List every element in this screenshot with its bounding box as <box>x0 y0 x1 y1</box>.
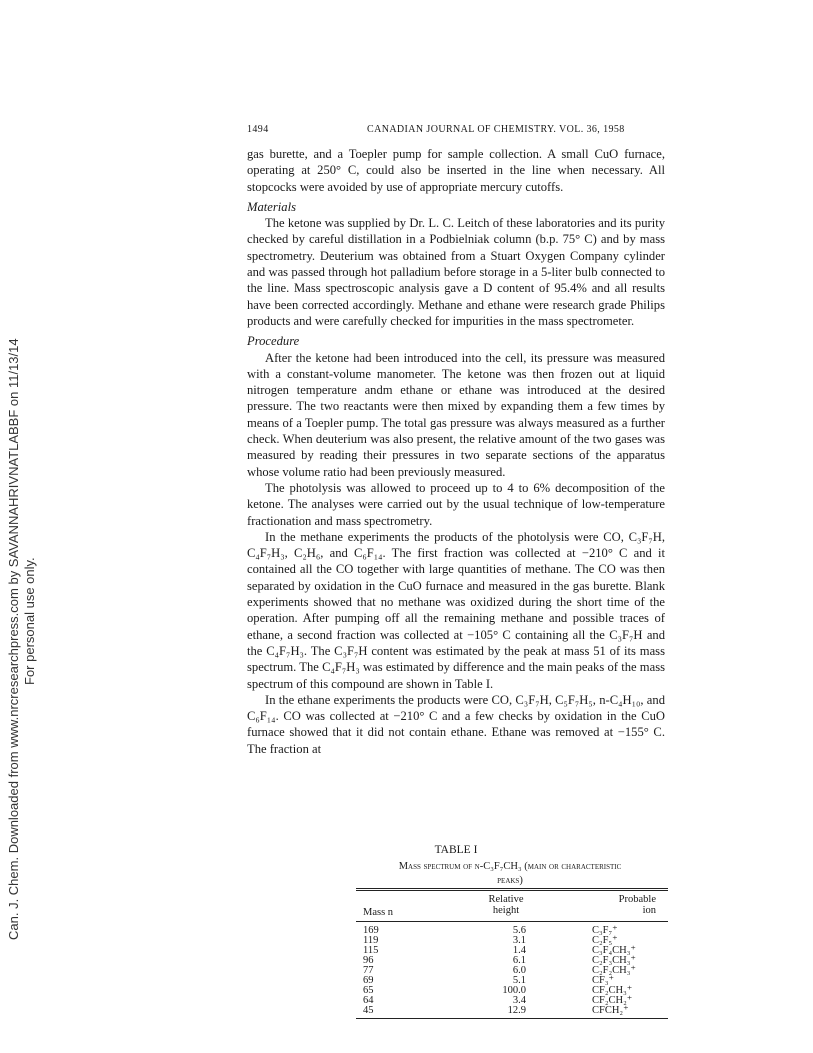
height-cell: 5.1 <box>512 975 526 986</box>
paragraph-procedure-4: In the ethane experiments the products were CO, C₃F₇H, C₅F₇H₅, n-C₄H₁₀, and C₆F₁₄. CO was collected at −210° C and a few checks by oxidation in the CuO furnace showed that it did not contain ethane. Ethane was removed at −155° C. The fraction at <box>247 692 665 756</box>
ion-cell: C₂F₅⁺ <box>592 935 618 946</box>
mass-spectrum-table <box>356 888 668 1019</box>
table-body <box>356 926 668 1016</box>
header-relative: Relative <box>488 894 524 905</box>
paragraph-procedure-1: After the ketone had been introduced into the cell, its pressure was measured with a constant-volume manometer. The ketone was then frozen out at liquid nitrogen temperature andm ethane or ethane was introduced at the desired pressure. The two reactants were then mixed by expanding them a few times by means of a Toepler pump. The total gas pressure was always measured as a further check. When deuterium was also present, the relative amount of the two gases was measured by reading their pressures in two separate sections of the apparatus whose volume ratio had been previously measured. <box>247 350 665 479</box>
page-number: 1494 <box>247 124 269 135</box>
table-title: TABLE I <box>434 844 478 856</box>
header-mass: Mass n <box>363 907 394 918</box>
download-watermark-line1: Can. J. Chem. Downloaded from www.nrcresearchpress.com by SAVANNAHRIVNATLABBF on 11/13/14 <box>6 338 21 940</box>
ion-cell: CF₂CH₃⁺ <box>592 985 633 996</box>
height-cell: 6.1 <box>512 955 526 966</box>
header-height: height <box>492 905 520 916</box>
mass-cell: 77 <box>363 965 374 976</box>
mass-cell: 96 <box>363 955 374 966</box>
height-cell: 12.9 <box>507 1005 526 1016</box>
table-caption <box>350 860 670 888</box>
ion-cell: C₂F₃CH₃⁺ <box>592 955 636 966</box>
header-probable: Probable <box>618 894 656 905</box>
height-cell: 3.1 <box>512 935 526 946</box>
journal-running-title: CANADIAN JOURNAL OF CHEMISTRY. VOL. 36, 1958 <box>367 124 625 135</box>
table-header-rule <box>356 921 668 922</box>
header-ion: ion <box>642 905 656 916</box>
paragraph-intro: gas burette, and a Toepler pump for sample collection. A small CuO furnace, operating at 250° C, could also be inserted in the line when necessary. All stopcocks were avoided by use of appropriate mercury cutoffs. <box>247 147 665 194</box>
paragraph-procedure-3: In the methane experiments the products of the photolysis were CO, C₃F₇H, C₄F₇H₃, C₂H₆, and C₆F₁₄. The first fraction was collected at −210° C and it contained all the CO together with large quantities of methane. The CO was then separated by oxidation in the CuO furnace and measured in the gas burette. Blank experiments showed that no methane was oxidized during the short time of the operation. After pumping off all the remaining methane and possible traces of ethane, a second fraction was collected at −105° C containing all the C₃F₇H and the C₄F₇H₃. The C₃F₇H content was estimated by the peak at mass 51 of its mass spectrum. The C₄F₇H₃ was estimated by difference and the main peaks of the mass spectrum of this compound are shown in Table I. <box>247 529 665 691</box>
ion-cell: C₃F₇⁺ <box>592 925 618 936</box>
table-bottom-rule <box>356 1018 668 1019</box>
paragraph-materials: The ketone was supplied by Dr. L. C. Leitch of these laboratories and its purity checked by careful distillation in a Podbielniak column (b.p. 75° C) and by mass spectrometry. Deuterium was obtained from a Stuart Oxygen Company cylinder and was passed through hot palladium before storage in a 5-liter bulb connected to the line. Mass spectroscopic analysis gave a D content of 95.4% and all results have been corrected accordingly. Methane and ethane were research grade Philips products and were carefully checked for impurities in the mass spectrometer. <box>247 216 665 328</box>
ion-cell: C₂F₂CH₃⁺ <box>592 965 636 976</box>
download-watermark <box>6 300 38 940</box>
mass-cell: 119 <box>363 935 379 946</box>
height-cell: 6.0 <box>512 965 526 976</box>
ion-cell: CF₂CH₂⁺ <box>592 995 633 1006</box>
table-caption-line2: peaks) <box>497 875 523 886</box>
mass-cell: 115 <box>363 945 379 956</box>
section-heading-materials: Materials <box>247 199 296 214</box>
table-header-row <box>356 891 668 921</box>
height-cell: 3.4 <box>512 995 526 1006</box>
mass-cell: 65 <box>363 985 374 996</box>
mass-cell: 169 <box>363 925 379 936</box>
table-row <box>356 926 668 936</box>
ion-cell: CF₃⁺ <box>592 975 615 986</box>
paragraph-procedure-2: The photolysis was allowed to proceed up to 4 to 6% decomposition of the ketone. The analyses were carried out by the usual technique of low-temperature fractionation and mass spectrometry. <box>247 480 665 528</box>
height-cell: 1.4 <box>512 945 526 956</box>
height-cell: 100.0 <box>502 985 526 996</box>
ion-cell: CFCH₂⁺ <box>592 1005 629 1016</box>
height-cell: 5.6 <box>512 925 526 936</box>
ion-cell: C₃F₄CH₃⁺ <box>592 945 636 956</box>
mass-cell: 45 <box>363 1005 374 1016</box>
table-caption-line1: Mass spectrum of n-C₃F₇CH₃ (main or characteristic <box>398 861 622 872</box>
mass-cell: 69 <box>363 975 374 986</box>
table-row <box>356 966 668 976</box>
article-body <box>247 146 665 757</box>
section-heading-procedure: Procedure <box>247 334 300 349</box>
mass-cell: 64 <box>363 995 374 1006</box>
table-row <box>356 1006 668 1016</box>
download-watermark-line2: For personal use only. <box>22 557 37 685</box>
